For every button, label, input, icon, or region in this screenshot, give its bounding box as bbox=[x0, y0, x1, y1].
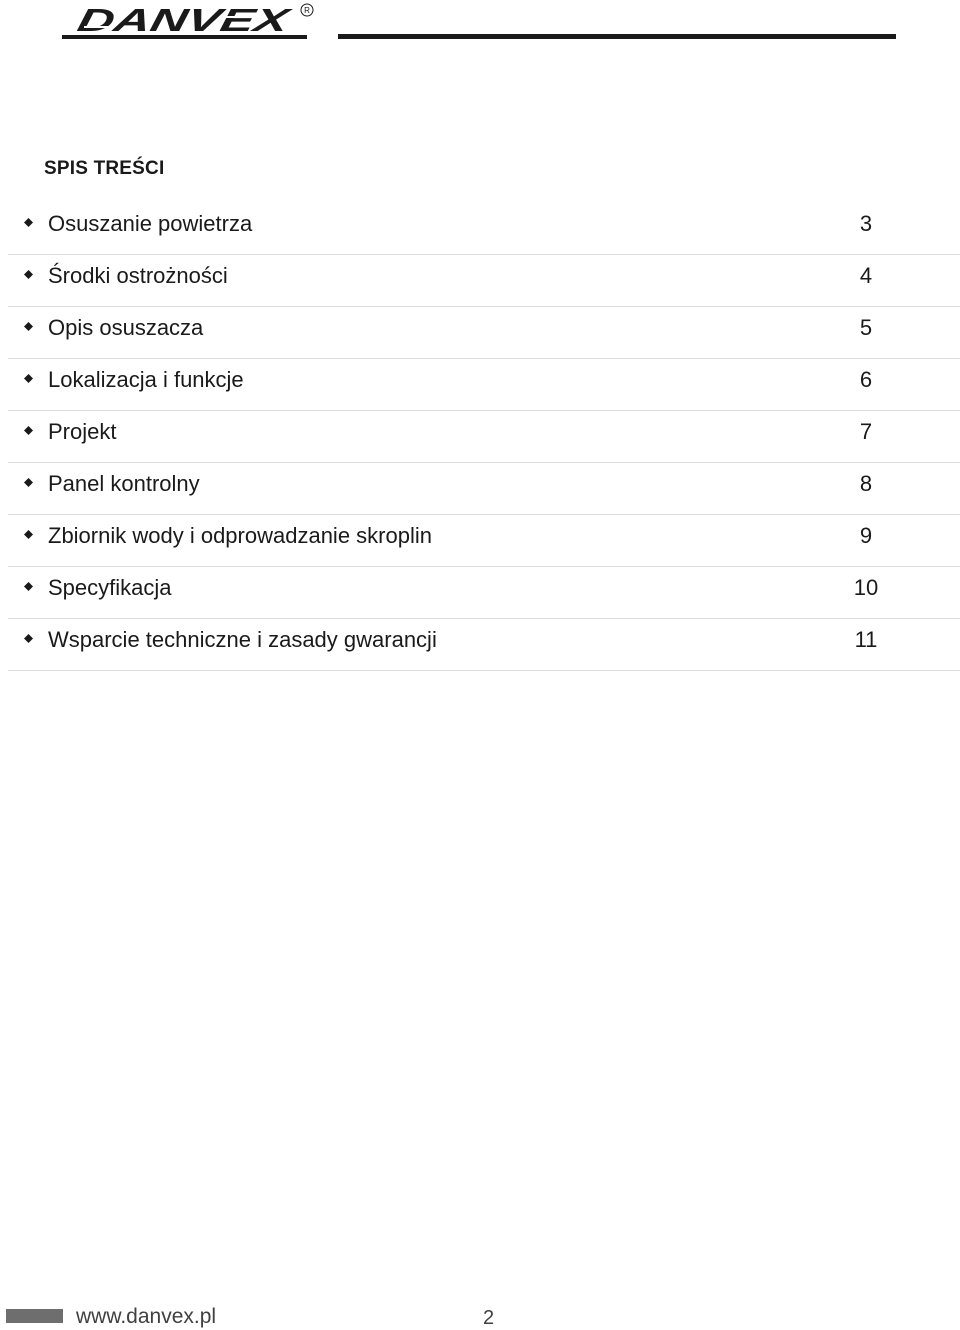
registered-mark-letter: R bbox=[304, 6, 310, 15]
footer-website-link[interactable]: www.danvex.pl bbox=[76, 1305, 217, 1328]
toc-item[interactable] bbox=[8, 619, 960, 671]
toc-item-page: 10 bbox=[853, 575, 879, 600]
diamond-bullet-icon bbox=[24, 478, 33, 487]
footer-bar bbox=[6, 1309, 63, 1323]
toc-item-title: Opis osuszacza bbox=[48, 315, 204, 340]
diamond-bullet-icon bbox=[24, 426, 33, 435]
logo-wordmark: DANVEX bbox=[74, 2, 216, 38]
diamond-bullet-icon bbox=[24, 322, 33, 331]
diamond-bullet-icon bbox=[24, 530, 33, 539]
toc-list bbox=[8, 203, 960, 671]
toc-item-page: 9 bbox=[859, 523, 873, 548]
logo-speed-line bbox=[84, 26, 114, 28]
logo-speed-line bbox=[222, 16, 262, 18]
diamond-bullet-icon bbox=[24, 582, 33, 591]
toc-item-title: Specyfikacja bbox=[48, 575, 172, 600]
toc-item-page: 5 bbox=[859, 315, 873, 340]
toc-item[interactable] bbox=[8, 359, 960, 411]
toc-item-title: Projekt bbox=[48, 419, 117, 444]
toc-item[interactable] bbox=[8, 411, 960, 463]
toc-item-page: 8 bbox=[859, 471, 873, 496]
footer-page-number: 2 bbox=[483, 1307, 495, 1329]
diamond-bullet-icon bbox=[24, 374, 33, 383]
toc-item[interactable] bbox=[8, 515, 960, 567]
danvex-logo bbox=[62, 2, 324, 42]
toc-item-title: Panel kontrolny bbox=[48, 471, 200, 496]
diamond-bullet-icon bbox=[24, 218, 33, 227]
toc-item-page: 7 bbox=[859, 419, 873, 444]
toc-item-page: 11 bbox=[854, 627, 878, 652]
toc-item[interactable] bbox=[8, 203, 960, 255]
toc-item[interactable] bbox=[8, 567, 960, 619]
header-rule bbox=[338, 34, 896, 39]
toc-item-page: 3 bbox=[859, 211, 873, 236]
toc-heading: SPIS TREŚCI bbox=[44, 158, 165, 179]
toc-item-page: 6 bbox=[859, 367, 873, 392]
toc-item[interactable] bbox=[8, 307, 960, 359]
toc-item-title: Środki ostrożności bbox=[48, 263, 228, 288]
toc-item-title: Wsparcie techniczne i zasady gwarancji bbox=[48, 627, 437, 652]
toc-item-title: Lokalizacja i funkcje bbox=[48, 367, 244, 392]
toc-item-title: Osuszanie powietrza bbox=[48, 211, 253, 236]
toc-item[interactable] bbox=[8, 463, 960, 515]
toc-item[interactable] bbox=[8, 255, 960, 307]
diamond-bullet-icon bbox=[24, 270, 33, 279]
toc-item-title: Zbiornik wody i odprowadzanie skroplin bbox=[48, 523, 432, 548]
diamond-bullet-icon bbox=[24, 634, 33, 643]
toc-item-page: 4 bbox=[859, 263, 873, 288]
